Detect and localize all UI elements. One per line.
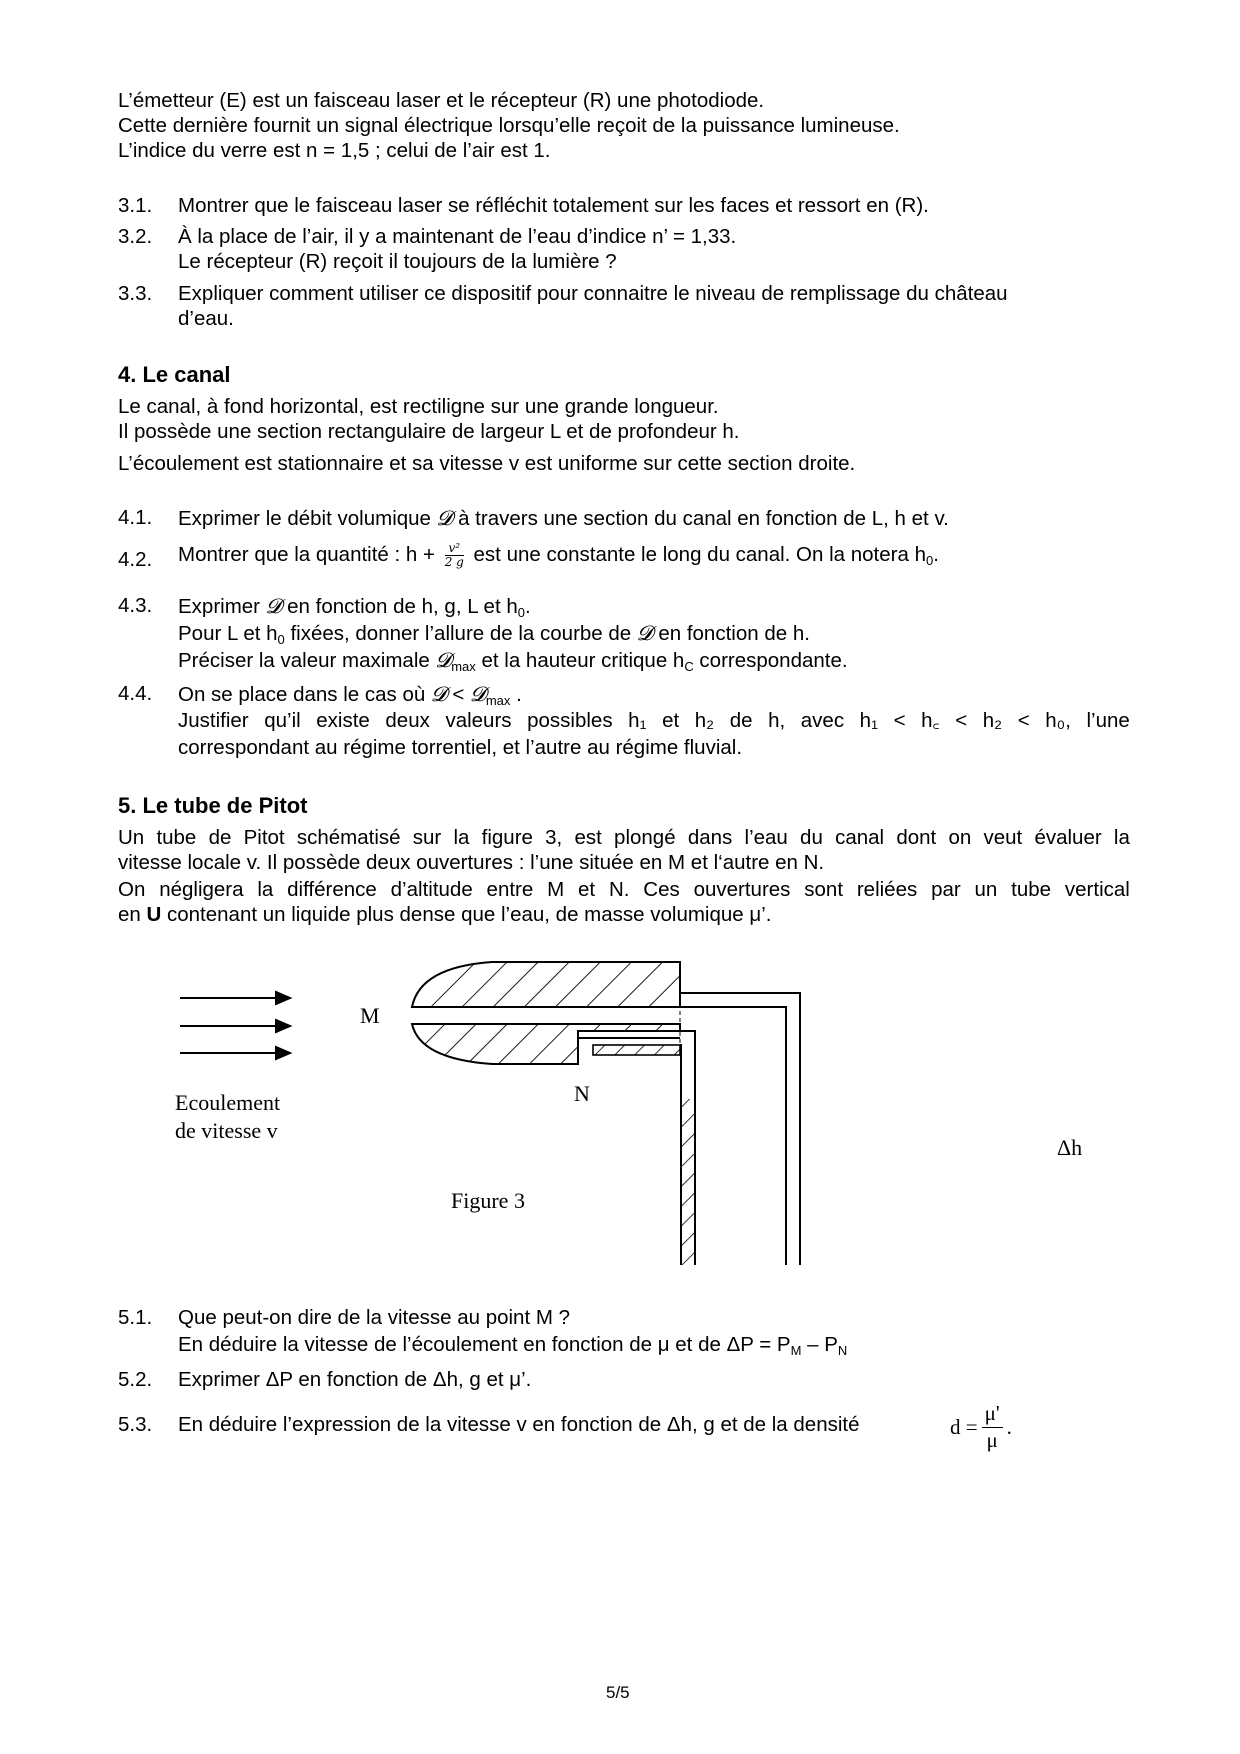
q3-3-text-b: d’eau. (178, 307, 234, 330)
flow-label-2: de vitesse v (175, 1118, 278, 1143)
intro-line-3: L’indice du verre est n = 1,5 ; celui de l’air est 1. (118, 139, 551, 162)
s4-paragraph-3: L’écoulement est stationnaire et sa vitesse v est uniforme sur cette section droite. (118, 452, 856, 475)
label-M: M (360, 1003, 380, 1028)
q5-1-text-b: En déduire la vitesse de l’écoulement en fonction de μ et de $\Delta P = P_M - P_N$ (178, 1333, 848, 1358)
q5-1-text-a: Que peut-on dire de la vitesse au point M ? (178, 1306, 571, 1329)
q3-3-text-a: Expliquer comment utiliser ce dispositif pour connaitre le niveau de remplissage du château (178, 282, 1008, 305)
q5-3-number: 5.3. (118, 1413, 153, 1436)
s5-paragraph-1: Un tube de Pitot schématisé sur la figure 3, est plongé dans l’eau du canal dont on veut évaluer la (118, 826, 1130, 849)
section-4-title: 4. Le canal (118, 362, 231, 387)
s4-paragraph-2: Il possède une section rectangulaire de largeur L et de profondeur h. (118, 420, 740, 443)
tube-nose-lower (412, 1024, 680, 1064)
delta-h-label: Δh (1057, 1135, 1083, 1160)
q4-4-text-a: On se place dans le cas où 𝓓 < 𝓓$_{max}$ . (178, 682, 522, 708)
density-formula: d = $\frac{\mu'}{\mu}$ . (950, 1401, 1012, 1452)
intro-line-2: Cette dernière fournit un signal électrique lorsqu’elle reçoit de la puissance lumineuse. (118, 114, 900, 137)
q4-3-number: 4.3. (118, 594, 153, 617)
tube-stem-lines (680, 993, 800, 1105)
u-tube (681, 1099, 800, 1265)
q5-3-text: En déduire l’expression de la vitesse v en fonction de Δh, g et de la densité (178, 1413, 860, 1436)
q4-4-text-b: Justifier qu’il existe deux valeurs possibles h₁ et h₂ de h, avec h₁ < h꜀ < h₂ < h₀, l’une (178, 709, 1130, 732)
intro-line-1: L’émetteur (E) est un faisceau laser et le récepteur (R) une photodiode. (118, 89, 765, 112)
q3-2-text-b: Le récepteur (R) reçoit il toujours de la lumière ? (178, 250, 617, 273)
tube-nose-upper (412, 962, 680, 1007)
q4-2-number: 4.2. (118, 548, 153, 571)
label-N: N (574, 1081, 590, 1106)
q4-2-text: Montrer que la quantité : h + $\frac{\text{v²}}{2 g}$ est une constante le long du canal. On la notera $h_0$. (178, 541, 939, 570)
s5-paragraph-4: en U contenant un liquide plus dense que l’eau, de masse volumique μ’. (118, 903, 772, 926)
q4-3-text-c: Préciser la valeur maximale 𝓓$_{max}$ et la hauteur critique $h_C$ correspondante. (178, 648, 848, 674)
q3-3-number: 3.3. (118, 282, 153, 305)
figure-caption: Figure 3 (451, 1188, 525, 1213)
s5-paragraph-2: vitesse locale v. Il possède deux ouvertures : l’une située en M et l‘autre en N. (118, 851, 825, 874)
q3-2-text-a: À la place de l’air, il y a maintenant de l’eau d’indice n’ = 1,33. (178, 225, 737, 248)
s5-paragraph-3: On négligera la différence d’altitude entre M et N. Ces ouvertures sont reliées par un tube vertical (118, 878, 1130, 901)
q3-2-number: 3.2. (118, 225, 153, 248)
q3-1-number: 3.1. (118, 194, 153, 217)
tube-inner-block (593, 1045, 680, 1055)
q5-2-text: Exprimer ΔP en fonction de Δh, g et μ’. (178, 1368, 532, 1391)
page-number: 5/5 (606, 1683, 630, 1702)
q5-1-number: 5.1. (118, 1306, 153, 1329)
q4-1-text: Exprimer le débit volumique 𝓓 à travers une section du canal en fonction de L, h et v. (178, 506, 949, 530)
flow-label-1: Ecoulement (175, 1090, 281, 1115)
pitot-tube-figure (150, 945, 1090, 1265)
q4-3-text-a: Exprimer 𝓓 en fonction de h, g, L et $h_0$. (178, 594, 531, 620)
section-5-title: 5. Le tube de Pitot (118, 793, 308, 818)
q4-1-number: 4.1. (118, 506, 153, 529)
q4-4-text-c: correspondant au régime torrentiel, et l’autre au régime fluvial. (178, 736, 743, 759)
q5-2-number: 5.2. (118, 1368, 153, 1391)
flow-arrows (180, 992, 290, 1059)
q4-3-text-b: Pour L et $h_0$ fixées, donner l’allure de la courbe de 𝓓 en fonction de h. (178, 621, 810, 647)
q3-1-text: Montrer que le faisceau laser se réfléchit totalement sur les faces et ressort en (R). (178, 194, 929, 217)
s4-paragraph-1: Le canal, à fond horizontal, est rectiligne sur une grande longueur. (118, 395, 719, 418)
q4-4-number: 4.4. (118, 682, 153, 705)
v2-over-2g-fraction: $\frac{\text{v²}}{2 g}$ (444, 541, 464, 570)
